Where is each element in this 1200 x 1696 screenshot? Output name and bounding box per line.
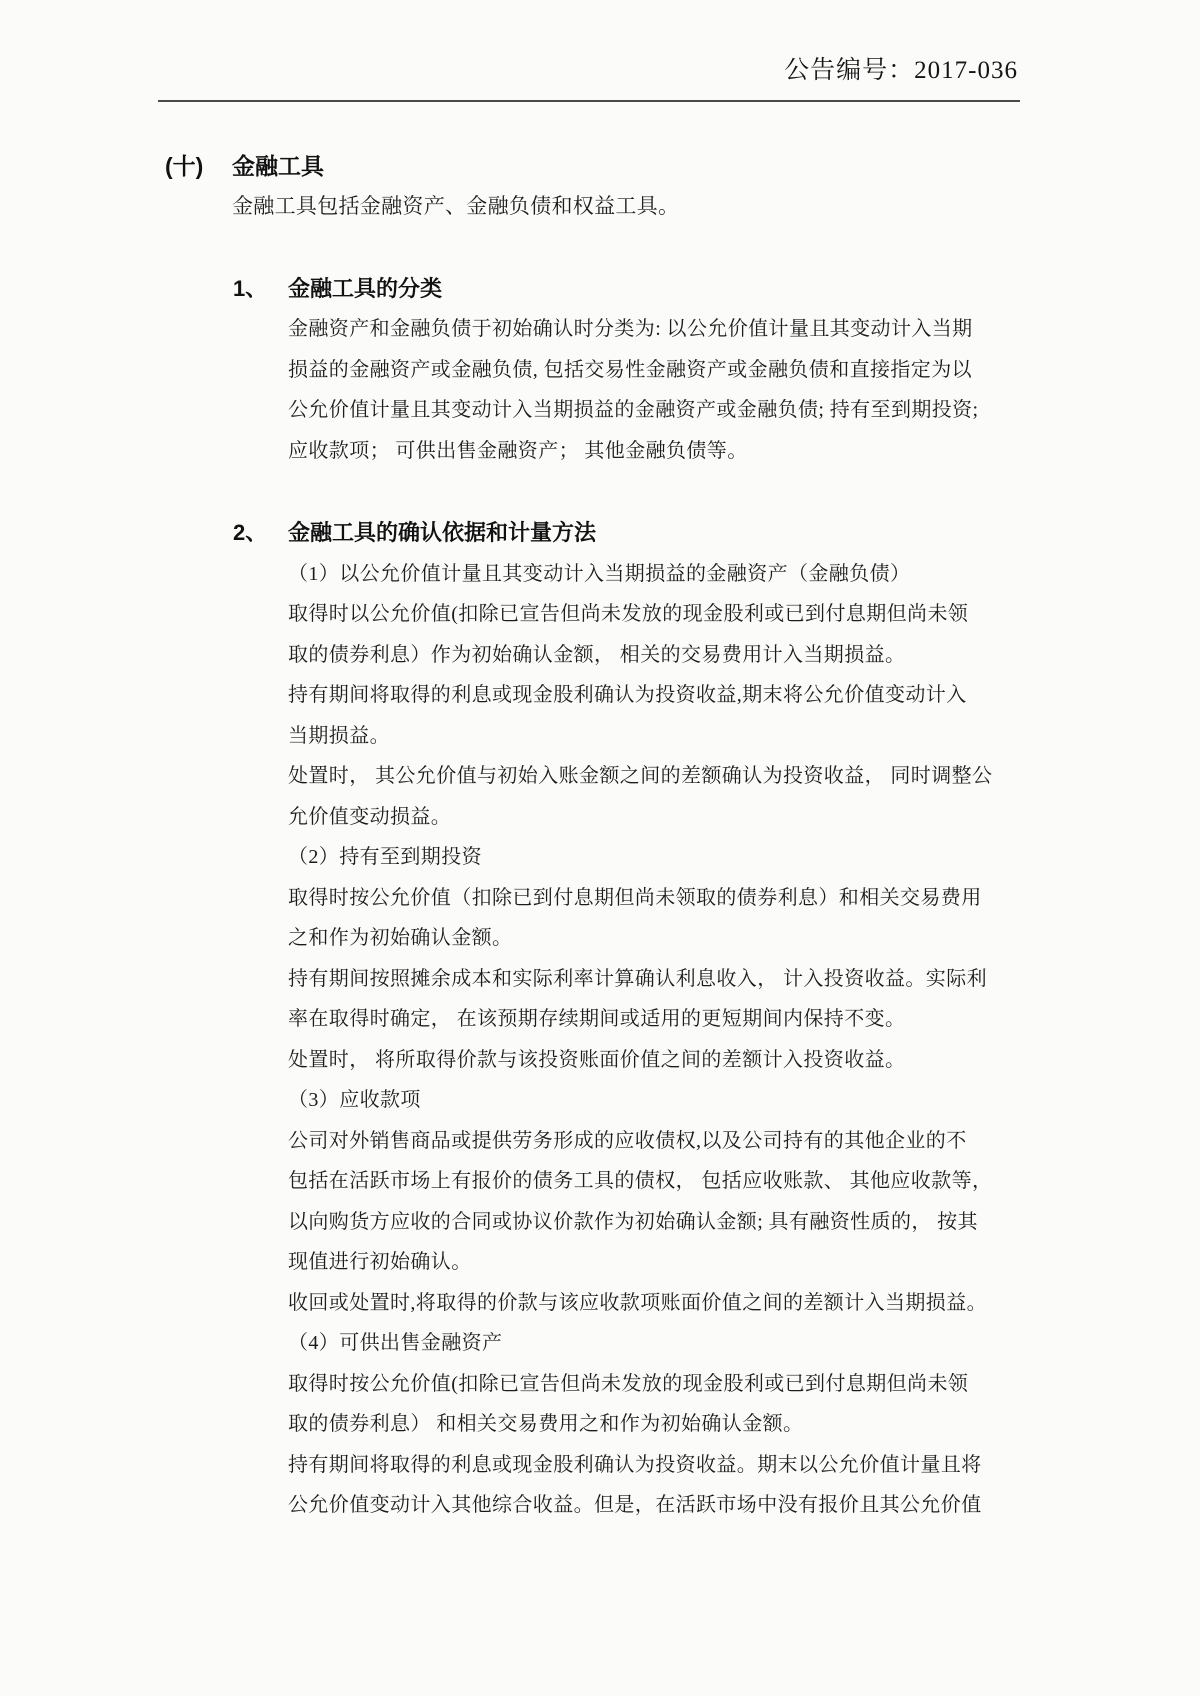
text-line: 之和作为初始确认金额。: [288, 927, 513, 949]
header-divider: [158, 100, 1020, 102]
text-line: 金融资产和金融负债于初始确认时分类为: 以公允价值计量且其变动计入当期: [288, 318, 973, 340]
text-line: 当期损益。: [288, 724, 390, 747]
text-line: 持有期间将取得的利息或现金股利确认为投资收益,期末将公允价值变动计入: [288, 684, 967, 706]
section-title: 金融工具: [232, 153, 324, 179]
text-line: 处置时， 将所取得价款与该投资账面价值之间的差额计入投资收益。: [288, 1048, 906, 1071]
text-line: （3）应收款项: [288, 1089, 421, 1111]
text-line: 包括在活跃市场上有报价的债务工具的债权， 包括应收账款、 其他应收款等，: [288, 1170, 993, 1192]
section-number: (十): [165, 153, 204, 179]
text-line: 取得时按公允价值(扣除已宣告但尚未发放的现金股利或已到付息期但尚未领: [288, 1372, 969, 1395]
announcement-number: 公告编号：2017-036: [784, 57, 1018, 84]
text-line: 以向购货方应收的合同或协议价款作为初始确认金额; 具有融资性质的， 按其: [288, 1210, 978, 1233]
subsection-body: [288, 309, 988, 471]
subsection-body: [288, 554, 993, 1526]
subsection-classification: [0, 269, 1200, 472]
text-line: 收回或处置时,将取得的价款与该应收款项账面价值之间的差额计入当期损益。: [288, 1291, 987, 1314]
text-line: 持有期间将取得的利息或现金股利确认为投资收益。期末以公允价值计量且将: [288, 1453, 982, 1476]
text-line: 取的债券利息） 和相关交易费用之和作为初始确认金额。: [288, 1413, 804, 1435]
section-intro: 金融工具包括金融资产、金融负债和权益工具。: [232, 194, 680, 218]
subsection-title: 金融工具的确认依据和计量方法: [288, 520, 597, 545]
text-line: 允价值变动损益。: [288, 805, 452, 828]
text-line: 公允价值计量且其变动计入当期损益的金融资产或金融负债; 持有至到期投资;: [288, 399, 979, 421]
text-line: （2）持有至到期投资: [288, 846, 482, 868]
text-line: 持有期间按照摊余成本和实际利率计算确认利息收入， 计入投资收益。实际利: [288, 967, 987, 990]
subsection-heading: [233, 513, 1200, 554]
text-line: 现值进行初始确认。: [288, 1251, 472, 1273]
text-line: 取得时以公允价值(扣除已宣告但尚未发放的现金股利或已到付息期但尚未领: [288, 603, 969, 625]
text-line: 应收款项； 可供出售金融资产； 其他金融负债等。: [288, 439, 748, 462]
text-line: 公司对外销售商品或提供劳务形成的应收债权,以及公司持有的其他企业的不: [288, 1129, 967, 1152]
section-heading: [165, 146, 1200, 186]
text-line: 公允价值变动计入其他综合收益。但是，在活跃市场中没有报价且其公允价值: [288, 1494, 982, 1516]
subsection-title: 金融工具的分类: [288, 275, 443, 301]
subsection-number: 2、: [233, 520, 268, 545]
subsection-heading: [233, 269, 1200, 310]
subsection-number: 1、: [233, 275, 268, 301]
text-line: （4）可供出售金融资产: [288, 1332, 503, 1354]
text-line: 取得时按公允价值（扣除已到付息期但尚未领取的债券利息）和相关交易费用: [288, 886, 982, 909]
text-line: （1）以公允价值计量且其变动计入当期损益的金融资产（金融负债）: [288, 562, 911, 585]
subsection-recognition-measurement: [0, 513, 1200, 1526]
text-line: 率在取得时确定， 在该预期存续期间或适用的更短期间内保持不变。: [288, 1008, 906, 1030]
text-line: 损益的金融资产或金融负债, 包括交易性金融资产或金融负债和直接指定为以: [288, 358, 972, 381]
text-line: 处置时， 其公允价值与初始入账金额之间的差额确认为投资收益， 同时调整公: [288, 765, 993, 787]
text-line: 取的债券利息）作为初始确认金额， 相关的交易费用计入当期损益。: [288, 643, 906, 666]
